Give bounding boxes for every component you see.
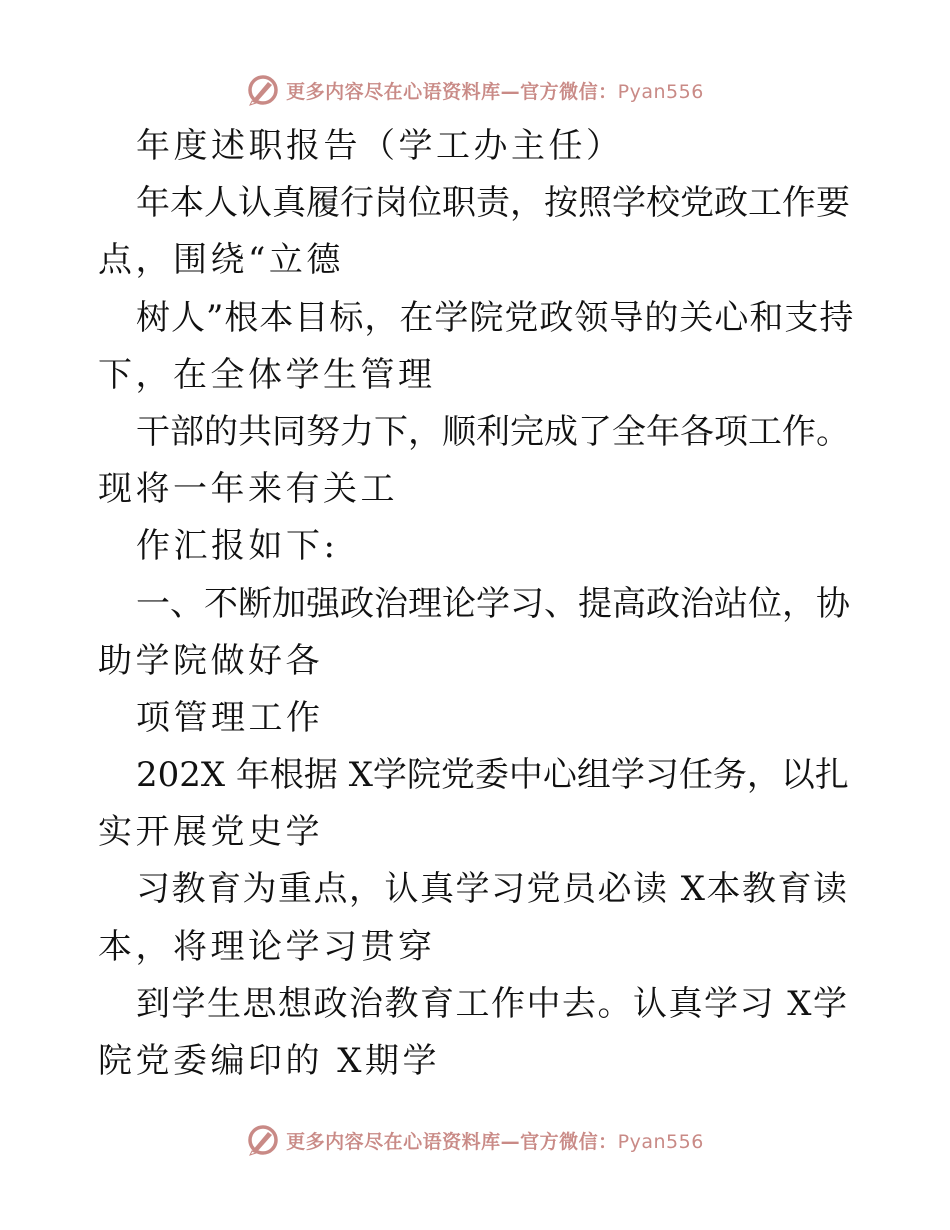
text-line: 院党委编印的 X期学 (98, 1041, 441, 1081)
text-line: 作汇报如下: (136, 526, 339, 567)
text-line: 树人”根本目标，在学院党政领导的关心和支持 (136, 297, 855, 338)
document-body (98, 118, 858, 1090)
footer-watermark-text: 更多内容尽在心语资料库—官方微信：Pyan556 (286, 1130, 704, 1153)
text-line: 现将一年来有关工 (98, 469, 398, 510)
text-line: 本，将理论学习贯穿 (98, 926, 436, 967)
text-line: 点，围绕“立德 (98, 240, 344, 281)
header-watermark-banner (0, 70, 950, 110)
text-line: 202X 年根据 X学院党委中心组学习任务，以扎 (136, 755, 849, 796)
document-title: 年度述职报告（学工办主任） (136, 126, 624, 166)
section-heading-continued: 项管理工作 (136, 697, 324, 738)
section-heading-continued: 助学院做好各 (98, 640, 323, 681)
text-line: 下，在全体学生管理 (98, 354, 436, 395)
section-heading: 一、不断加强政治理论学习、提高政治站位，协 (136, 583, 850, 624)
text-line: 到学生思想政治教育工作中去。认真学习 X学 (136, 983, 849, 1024)
header-watermark-text: 更多内容尽在心语资料库—官方微信：Pyan556 (286, 80, 704, 103)
footer-watermark-banner (0, 1120, 950, 1160)
text-line: 实开展党史学 (98, 812, 323, 853)
pen-circle-logo-icon (246, 73, 280, 107)
text-line: 干部的共同努力下，顺利完成了全年各项工作。 (136, 411, 850, 452)
text-line: 习教育为重点，认真学习党员必读 X本教育读 (136, 869, 849, 910)
text-line: 年本人认真履行岗位职责，按照学校党政工作要 (136, 183, 850, 224)
pen-circle-logo-icon (246, 1123, 280, 1157)
